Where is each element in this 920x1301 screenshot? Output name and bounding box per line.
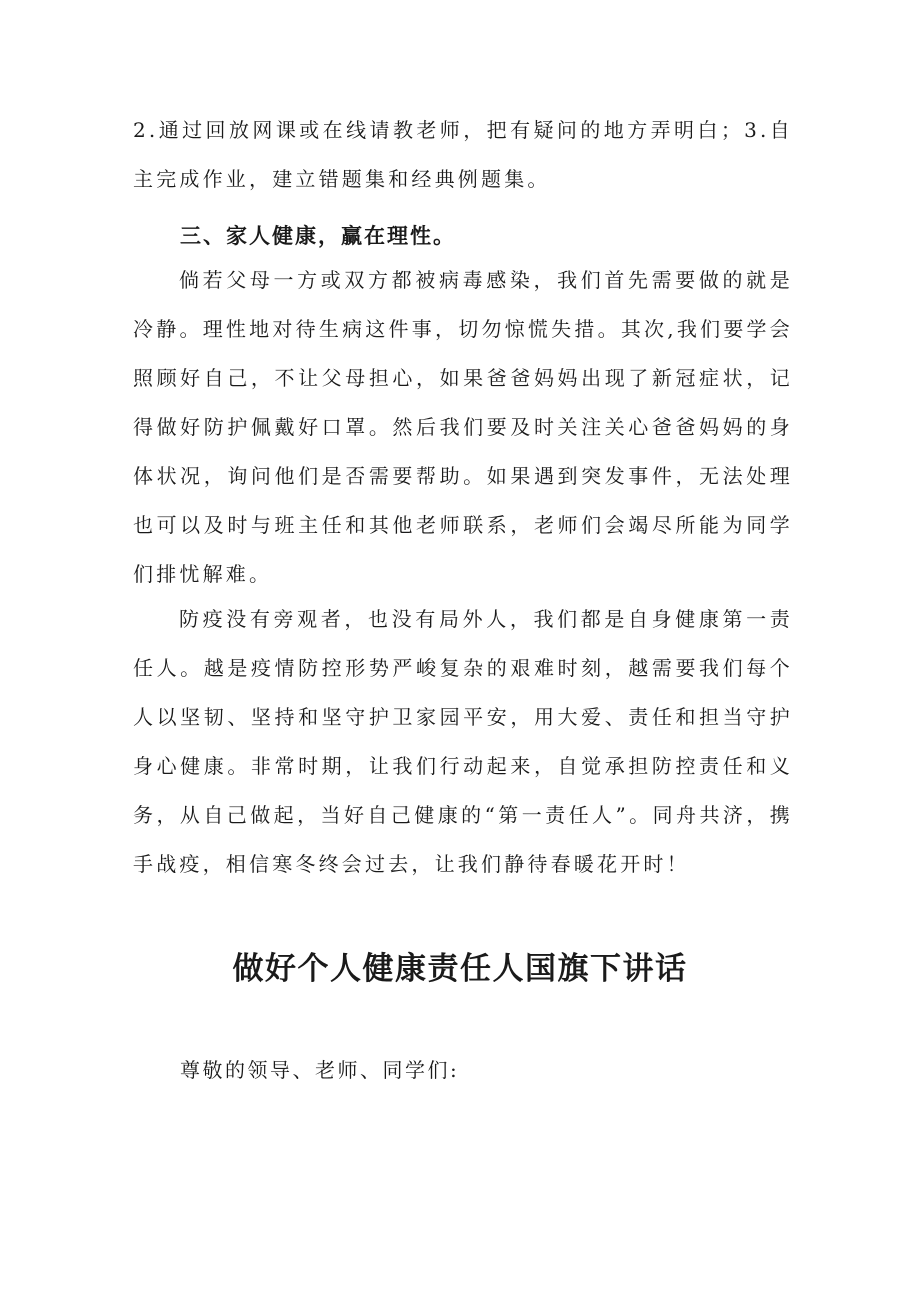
paragraph-closing: 防疫没有旁观者，也没有局外人，我们都是自身健康第一责任人。越是疫情防控形势严峻复杂的艰难时刻，越需要我们每个人以坚韧、坚持和坚守护卫家园平安，用大爱、责任和担当守护身心健康。非常时期，让我们行动起来，自觉承担防控责任和义务，从自己做起，当好自己健康的“第一责任人”。同舟共济，携手战疫，相信寒冬终会过去，让我们静待春暖花开时！ <box>133 607 793 876</box>
speech-title: 做好个人健康责任人国旗下讲话 <box>232 951 688 987</box>
section-heading: 三、家人健康，赢在理性。 <box>180 224 456 248</box>
paragraph-study-tips: 2.通过回放网课或在线请教老师，把有疑问的地方弄明白；3.自主完成作业，建立错题集和经典例题集。 <box>133 118 793 191</box>
salutation: 尊敬的领导、老师、同学们: <box>180 1058 460 1082</box>
paragraph-family-health: 倘若父母一方或双方都被病毒感染，我们首先需要做的就是冷静。理性地对待生病这件事，切勿惊慌失措。其次,我们要学会照顾好自己，不让父母担心，如果爸爸妈妈出现了新冠症状，记得做好防护佩戴好口罩。然后我们要及时关注关心爸爸妈妈的身体状况，询问他们是否需要帮助。如果遇到突发事件，无法处理也可以及时与班主任和其他老师联系，老师们会竭尽所能为同学们排忧解难。 <box>133 268 793 586</box>
